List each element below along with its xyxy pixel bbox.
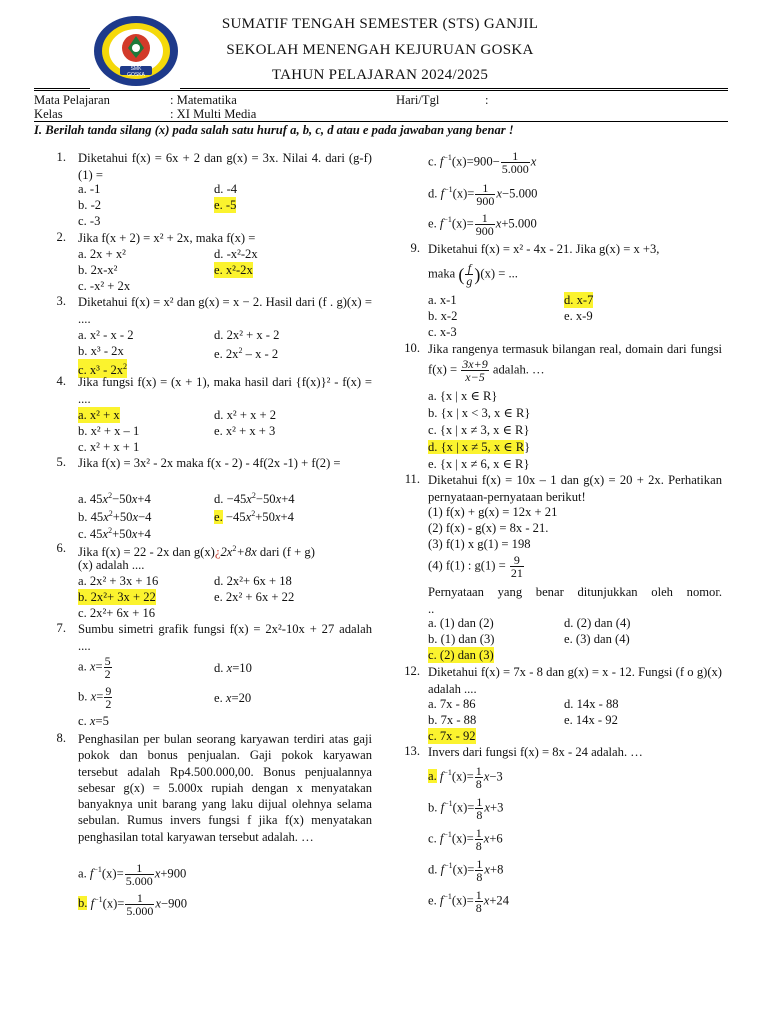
- option-d: d. -4: [214, 182, 238, 196]
- option-c: c. {x | x ≠ 3, x ∈ R}: [428, 423, 530, 437]
- numerator: 9: [510, 554, 524, 567]
- option-e: e. (3) dan (4): [564, 632, 630, 646]
- question-number: 8.: [56, 731, 66, 745]
- var-x: x: [102, 492, 109, 507]
- option-c: [78, 713, 109, 729]
- option-b-label: b.: [428, 800, 438, 815]
- fraction: [475, 858, 483, 883]
- arg: (x)=: [451, 216, 474, 231]
- fraction: [475, 212, 495, 237]
- option-d-label: d.: [428, 186, 438, 201]
- statement-3: (3) f(1) x g(1) = 198: [428, 537, 531, 551]
- denominator: 8: [476, 808, 483, 822]
- option-c: c. x-3: [428, 325, 457, 339]
- question-text: Diketahui f(x) = x² - 4x - 21. Jika g(x) = x +3,: [428, 242, 660, 256]
- term: +4: [281, 492, 295, 507]
- option-a: a. -1: [78, 182, 101, 196]
- term: +900: [160, 866, 187, 881]
- fraction: [475, 765, 483, 790]
- option-e-answer: e. x²-2x: [214, 263, 253, 277]
- option-e-label: e.: [428, 893, 437, 908]
- term: −5.000: [502, 186, 538, 201]
- option-c-label: c.: [428, 831, 437, 846]
- option-c-label: c.: [78, 714, 87, 728]
- option-d: d. x² + x + 2: [214, 408, 277, 422]
- question-text-2: (x) adalah ....: [78, 558, 145, 572]
- option-b: [78, 685, 113, 710]
- option-c: [428, 150, 536, 175]
- subject-value: : Matematika: [170, 93, 237, 107]
- class-value: : XI Multi Media: [170, 107, 257, 121]
- var-x: x: [226, 545, 233, 560]
- fraction: [125, 862, 154, 887]
- fraction: [501, 150, 530, 175]
- school-logo: [92, 14, 180, 88]
- denominator: 5.000: [125, 874, 153, 888]
- arg: (x)=: [451, 154, 474, 169]
- question-text: Jika f(x) = 3x² - 2x maka f(x - 2) - 4f(2x -1) + f(2) =: [78, 456, 341, 470]
- option-e: [214, 506, 294, 525]
- numerator: 3x+9: [462, 356, 488, 371]
- value: =10: [232, 661, 252, 675]
- question-text: Sumbu simetri grafik fungsi f(x) = 2x²-10x + 27 adalah ....: [78, 622, 372, 653]
- term: 2: [220, 545, 227, 560]
- statement-1: (1) f(x) + g(x) = 12x + 21: [428, 505, 558, 519]
- statement-2: (2) f(x) - g(x) = 8x - 21.: [428, 521, 549, 535]
- exponent: 2: [123, 362, 128, 371]
- text: Jika f(x) = 22 - 2x dan g(x): [78, 545, 215, 560]
- option-a: a. 2x + x²: [78, 247, 126, 261]
- var-x: x: [131, 527, 138, 542]
- text: Jika rangenya termasuk bilangan real, domain dari fungsi f(x) =: [428, 342, 722, 376]
- func-f: f: [439, 216, 444, 231]
- exponent: 2: [108, 526, 113, 535]
- question-number: 1.: [56, 150, 66, 164]
- option-c: [428, 827, 503, 852]
- equals: =: [96, 689, 104, 704]
- question-number: 7.: [56, 621, 66, 635]
- var-x: x: [483, 769, 490, 784]
- question-text: Diketahui f(x) = x² dan g(x) = x − 2. Hasil dari (f . g)(x) = ....: [78, 295, 372, 326]
- option-e-rest: – x - 2: [242, 347, 279, 362]
- option-d: [214, 488, 295, 507]
- term: +4: [137, 527, 151, 542]
- var-x: x: [246, 492, 252, 507]
- var-x: x: [483, 893, 490, 908]
- option-c: c. 2x²+ 6x + 16: [78, 606, 156, 620]
- question-number: 3.: [56, 294, 66, 308]
- option-b: b. x² + x – 1: [78, 424, 140, 438]
- date-label: Hari/Tgl: [396, 93, 440, 107]
- instruction: I. Berilah tanda silang (x) pada salah satu huruf a, b, c, d atau e pada jawaban yang benar !: [34, 123, 514, 137]
- question-number: 11.: [404, 472, 420, 486]
- denominator: g: [466, 274, 473, 288]
- statement-4: [428, 554, 525, 579]
- option-b: [428, 796, 503, 821]
- numerator: 1: [475, 826, 482, 840]
- option-e: e. 2x² + 6x + 22: [214, 590, 295, 604]
- question-number: 13.: [404, 744, 420, 758]
- option-c: c. -3: [78, 214, 101, 228]
- question-number: 12.: [404, 664, 420, 678]
- denominator: 8: [475, 839, 482, 853]
- numerator: 5: [104, 654, 111, 668]
- option-b: b. x³ - 2x: [78, 344, 124, 358]
- numerator: 1: [476, 857, 483, 871]
- option-b: b. (1) dan (3): [428, 632, 495, 646]
- arg: (x)=: [452, 186, 475, 201]
- question-number: 9.: [410, 241, 420, 255]
- denominator: 8: [475, 777, 482, 791]
- denominator: 5.000: [501, 162, 529, 176]
- option-c-label: c. 45: [78, 527, 103, 542]
- var-x: x: [90, 689, 97, 704]
- header-divider: [34, 88, 90, 89]
- question-text-2: maka ( $\frac{f}{g}$ )(x) = ...: [428, 261, 518, 288]
- option-e: e. x² + x + 3: [214, 424, 276, 438]
- func-f: f: [439, 769, 444, 784]
- question-text: Jika fungsi f(x) = (x + 1), maka hasil dari {f(x)}² - f(x) = ....: [78, 375, 372, 406]
- option-e-text: e. 2x: [214, 347, 239, 362]
- option-b-label: b.: [78, 689, 88, 704]
- option-e: e. {x | x ≠ 6, x ∈ R}: [428, 457, 530, 471]
- question-text: Penghasilan per bulan seorang karyawan terdiri atas gaji pokok dan bonus penjualan. Gaji pokok karyawan tersebut adalah Rp4.500.000,00. Bonus penjualannya sebesar g(x) = 5.000x rupiah dengan x menyatakan banyaknya unit barang yang laku dijual olehnya selama sebulan. Rumus invers fungsi f jika f(x) menyatakan penghasilan total karyawan tersebut adalah. …: [78, 732, 372, 844]
- var-x: x: [89, 659, 96, 674]
- term: +24: [489, 893, 510, 908]
- var-x: x: [226, 661, 233, 675]
- exponent: −1: [443, 153, 452, 163]
- arg: (x)=: [451, 769, 474, 784]
- term: +8: [236, 545, 252, 560]
- denominator: 900: [475, 224, 494, 238]
- option-b-answer-label: b.: [78, 896, 88, 911]
- term: +8: [490, 862, 504, 877]
- fraction: [125, 892, 154, 917]
- numerator: 1: [475, 212, 495, 225]
- subject-label: Mata Pelajaran: [34, 93, 110, 107]
- var-x: x: [154, 866, 161, 881]
- term: −45: [225, 510, 246, 525]
- option-a: [428, 765, 503, 790]
- option-e: [428, 889, 509, 914]
- brace: }: [524, 440, 531, 454]
- option-b: b. {x | x < 3, x ∈ R}: [428, 406, 531, 420]
- question-number: 6.: [56, 541, 66, 555]
- exponent: 2: [108, 491, 113, 500]
- func-f: f: [440, 800, 445, 815]
- term: +50: [112, 527, 132, 542]
- var-x: x: [484, 800, 491, 815]
- header-title-1: SUMATIF TENGAH SEMESTER (STS) GANJIL: [221, 16, 539, 32]
- option-a: a. (1) dan (2): [428, 616, 494, 630]
- numerator: 1: [476, 795, 483, 809]
- arg: (x)=: [451, 831, 474, 846]
- option-d: d. 14x - 88: [564, 697, 619, 711]
- term: −3: [489, 769, 503, 784]
- option-d: [214, 660, 252, 676]
- numerator: 1: [501, 150, 530, 163]
- var-x: x: [132, 510, 139, 525]
- fraction: [475, 182, 495, 207]
- func-f: f: [439, 893, 444, 908]
- numerator: 1: [125, 862, 154, 875]
- arg: (x)=: [452, 800, 475, 815]
- question-text: Diketahui f(x) = 7x - 8 dan g(x) = x - 12. Fungsi (f o g)(x) adalah ....: [428, 665, 722, 696]
- question-text: [428, 341, 722, 383]
- numerator: f: [465, 262, 473, 275]
- term: −50: [112, 492, 132, 507]
- numerator: 1: [475, 888, 482, 902]
- exponent: −1: [443, 215, 452, 225]
- term: +50: [112, 510, 133, 525]
- info-divider: [34, 121, 728, 122]
- option-a: a. 2x² + 3x + 16: [78, 574, 159, 588]
- term: −50: [255, 492, 276, 507]
- fraction: [461, 358, 488, 383]
- header-title-2: SEKOLAH MENENGAH KEJURUAN GOSKA: [226, 42, 534, 58]
- denominator: 8: [476, 870, 483, 884]
- option-c-text: c. x³ - 2x: [78, 363, 124, 378]
- var-x: x: [274, 510, 281, 525]
- option-d: d. 2x²+ 6x + 18: [214, 574, 292, 588]
- exponent: −1: [444, 185, 453, 195]
- var-x: x: [484, 862, 491, 877]
- question-text: Invers dari fungsi f(x) = 8x - 24 adalah. …: [428, 745, 643, 759]
- option-e: [428, 212, 537, 237]
- exponent: −1: [444, 861, 453, 871]
- option-c: c. -x² + 2x: [78, 279, 131, 293]
- option-d-label: d. −45: [214, 492, 247, 507]
- question-number: 4.: [56, 374, 66, 388]
- header-divider-main: [180, 88, 728, 89]
- option-b: b. 7x - 88: [428, 713, 477, 727]
- option-b: b. -2: [78, 198, 102, 212]
- option-a: [78, 862, 186, 887]
- header-title-3: TAHUN PELAJARAN 2024/2025: [271, 67, 489, 83]
- option-b: [78, 892, 187, 917]
- var-x: x: [275, 492, 282, 507]
- term: +5.000: [501, 216, 537, 231]
- denominator: 2: [104, 667, 111, 681]
- arg: (x)=: [101, 866, 124, 881]
- term: −900: [161, 896, 188, 911]
- denominator: 900: [476, 194, 495, 208]
- var-x: x: [496, 186, 503, 201]
- exponent: −1: [443, 892, 452, 902]
- option-b-label: b. 45: [78, 510, 104, 525]
- arg: (x)=: [451, 893, 474, 908]
- func-f: f: [89, 866, 94, 881]
- header-divider-lower: [34, 90, 728, 91]
- term: +4: [280, 510, 294, 525]
- exponent: 2: [232, 544, 237, 553]
- text: (x) = ...: [480, 266, 518, 281]
- option-d: [428, 858, 503, 883]
- option-c-label: c.: [428, 154, 437, 169]
- option-e: e. 14x - 92: [564, 713, 618, 727]
- func-f: f: [439, 154, 444, 169]
- equals: =: [95, 659, 103, 674]
- func-f: f: [440, 186, 445, 201]
- option-a-answer-label: a.: [428, 769, 437, 784]
- exponent: 2: [108, 509, 113, 518]
- glyph: ¿: [214, 545, 221, 560]
- option-c-answer: c. 7x - 92: [428, 729, 476, 743]
- exponent: −1: [443, 830, 452, 840]
- denominator: 5.000: [126, 904, 154, 918]
- var-x: x: [530, 154, 537, 169]
- question-number: 5.: [56, 455, 66, 469]
- question-text: Diketahui f(x) = 6x + 2 dan g(x) = 3x. Nilai 4. dari (g-f)(1) =: [78, 151, 372, 182]
- func-f: f: [90, 896, 95, 911]
- var-x: x: [483, 831, 490, 846]
- option-b-answer: b. 2x²+ 3x + 22: [78, 590, 156, 604]
- option-d-answer: [428, 439, 530, 455]
- exponent: −1: [94, 895, 103, 905]
- term: +4: [137, 492, 151, 507]
- value: =20: [231, 691, 252, 705]
- numerator: 1: [475, 182, 495, 195]
- option-d: d. (2) dan (4): [564, 616, 631, 630]
- option-d-label: d.: [428, 862, 438, 877]
- option-e: e. x-9: [564, 309, 593, 323]
- date-value: :: [485, 93, 489, 107]
- arg: (x)=: [452, 862, 475, 877]
- option-e-answer: e. -5: [214, 198, 237, 212]
- var-x: x: [495, 216, 502, 231]
- option-b: b. 2x-x²: [78, 263, 118, 277]
- question-number: 10.: [404, 341, 420, 355]
- question-text: Diketahui f(x) = 10x – 1 dan g(x) = 20 + 2x. Perhatikan pernyataan-pernyataan berikut!: [428, 473, 722, 504]
- fraction: [475, 796, 483, 821]
- denominator: x−5: [465, 369, 485, 384]
- text: dari (f + g): [256, 545, 315, 560]
- option-a: [78, 488, 151, 507]
- numerator: 9: [105, 684, 112, 698]
- exponent: 2: [251, 509, 256, 518]
- option-e: [214, 343, 278, 362]
- exponent: −1: [444, 799, 453, 809]
- fraction: [104, 655, 112, 680]
- option-d-text: d. {x | x ≠ 5, x ∈ R: [428, 440, 525, 454]
- fraction: [104, 685, 112, 710]
- option-d-label: d.: [214, 661, 224, 675]
- exponent: 2: [251, 491, 256, 500]
- question-text: Jika f(x + 2) = x² + 2x, maka f(x) =: [78, 231, 256, 245]
- option-d: d. -x²-2x: [214, 247, 258, 261]
- option-a-label: a.: [78, 866, 87, 881]
- func-f: f: [440, 862, 445, 877]
- option-a: a. 7x - 86: [428, 697, 476, 711]
- var-x: x: [89, 714, 96, 728]
- value: =5: [95, 714, 109, 728]
- numerator: 1: [125, 892, 154, 905]
- arg: (x)=: [102, 896, 125, 911]
- denominator: 21: [510, 566, 523, 580]
- option-a: [78, 655, 113, 680]
- fraction: [510, 554, 524, 579]
- fraction: [475, 889, 483, 914]
- option-c: [78, 523, 151, 542]
- var-x: x: [131, 492, 138, 507]
- option-a: a. x² - x - 2: [78, 328, 134, 342]
- denominator: 8: [475, 901, 482, 915]
- class-label: Kelas: [34, 107, 63, 121]
- logo-label: SMK GOSKA: [127, 66, 145, 78]
- option-a-label: a. 45: [78, 492, 103, 507]
- option-e-answer-label: e.: [214, 510, 223, 525]
- option-a: a. {x | x ∈ R}: [428, 389, 498, 403]
- exponent: −1: [93, 865, 102, 875]
- var-x: x: [155, 896, 162, 911]
- option-e-label: e.: [214, 691, 223, 705]
- question-text-2: Pernyataan yang benar ditunjukkan oleh nomor. ..: [428, 585, 722, 616]
- option-a-label: a.: [78, 659, 87, 674]
- exponent: −1: [443, 768, 452, 778]
- term: +6: [489, 831, 503, 846]
- exponent: 2: [238, 346, 243, 355]
- option-d-answer: d. x-7: [564, 293, 594, 307]
- var-x: x: [102, 527, 109, 542]
- term: +50: [255, 510, 275, 525]
- term: −4: [138, 510, 152, 525]
- fraction: [475, 827, 483, 852]
- text: adalah. …: [492, 361, 545, 376]
- option-c-answer: c. (2) dan (3): [428, 648, 494, 662]
- var-x: x: [103, 510, 109, 525]
- var-x: x: [225, 691, 232, 705]
- func-f: f: [439, 831, 444, 846]
- option-c: c. x² + x + 1: [78, 440, 140, 454]
- denominator: 2: [105, 697, 112, 711]
- option-d: d. 2x² + x - 2: [214, 328, 280, 342]
- option-d: [428, 182, 537, 207]
- numerator: 1: [475, 764, 482, 778]
- var-x: x: [245, 510, 252, 525]
- term: +3: [490, 800, 504, 815]
- option-b: b. x-2: [428, 309, 458, 323]
- option-e-label: e.: [428, 216, 437, 231]
- option-a: a. x-1: [428, 293, 457, 307]
- var-x: x: [251, 545, 257, 560]
- question-number: 2.: [56, 230, 66, 244]
- term: 900−: [473, 154, 500, 169]
- fraction: [465, 262, 473, 287]
- text: (4) f(1) : g(1) =: [428, 558, 506, 573]
- option-a-answer: a. x² + x: [78, 408, 120, 422]
- option-e: [214, 690, 251, 706]
